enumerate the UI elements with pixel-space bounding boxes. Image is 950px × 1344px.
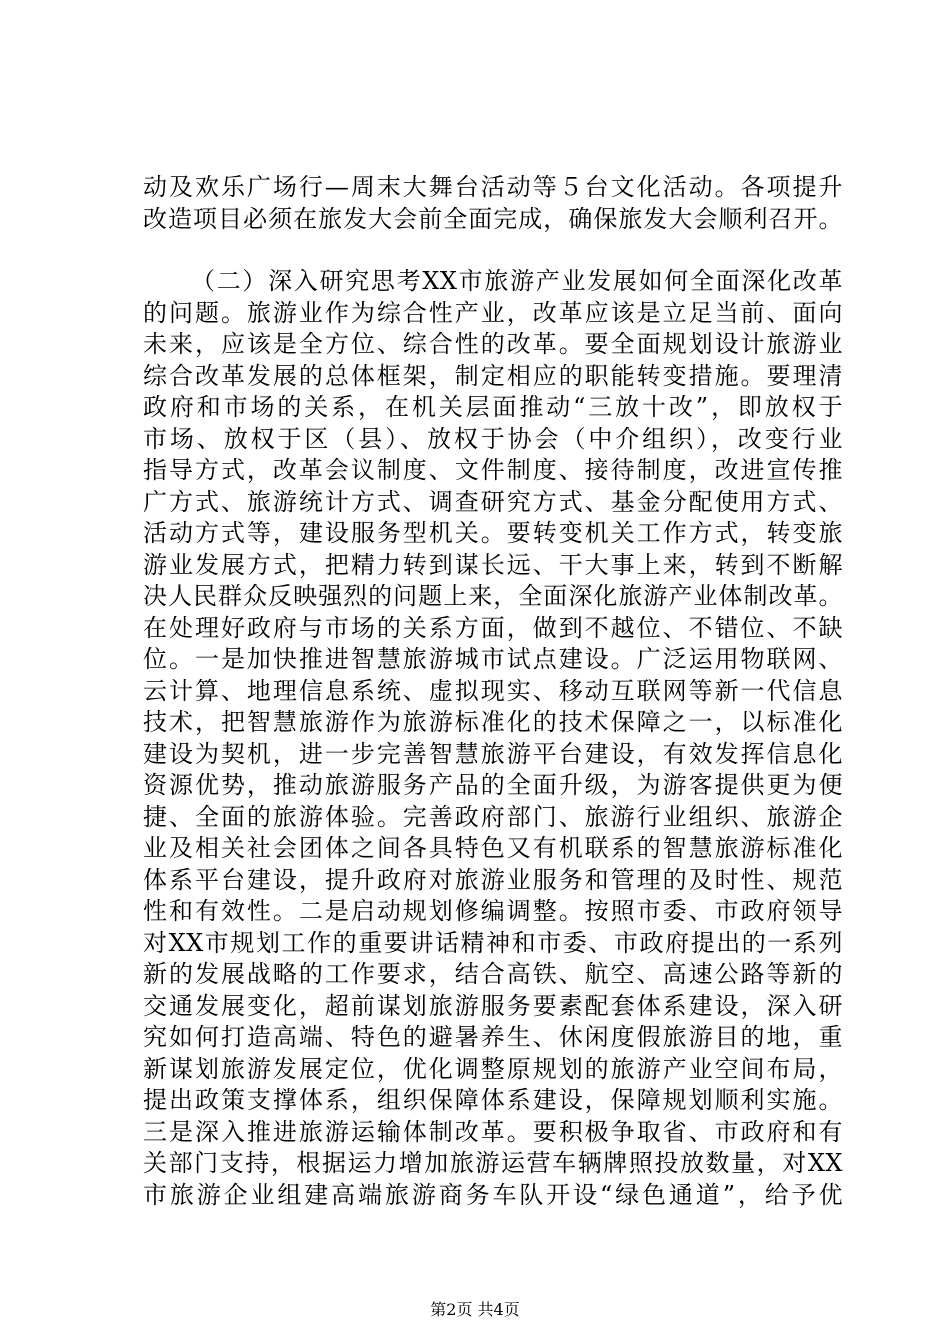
text-line: 技术，把智慧旅游作为旅游标准化的技术保障之一，以标准化	[143, 708, 843, 736]
text-line: 决人民群众反映强烈的问题上来，全面深化旅游产业体制改革。	[143, 582, 843, 610]
text-line: 市旅游企业组建高端旅游商务车队开设“绿色通道”，给予优	[143, 1180, 843, 1209]
text-line: 建设为契机，进一步完善智慧旅游平台建设，有效发挥信息化	[143, 739, 843, 768]
text-line: 业及相关社会团体之间各具特色又有机联系的智慧旅游标准化	[143, 834, 843, 862]
paragraph-gap	[143, 235, 843, 266]
text-line: 活动方式等，建设服务型机关。要转变机关工作方式，转变旅	[143, 519, 843, 547]
text-line: 游业发展方式，把精力转到谋长远、干大事上来，转到不断解	[143, 550, 843, 579]
text-line: 新的发展战略的工作要求，结合高铁、航空、高速公路等新的	[143, 960, 843, 988]
text-line: 的问题。旅游业作为综合性产业，改革应该是立足当前、面向	[143, 298, 843, 327]
text-line: 关部门支持，根据运力增加旅游运营车辆牌照投放数量，对XX	[143, 1149, 843, 1177]
text-line: 位。一是加快推进智慧旅游城市试点建设。广泛运用物联网、	[143, 645, 843, 673]
text-line: 提出政策支撑体系，组织保障体系建设，保障规划顺利实施。	[143, 1086, 843, 1114]
text-line: 政府和市场的关系，在机关层面推动“三放十改”，即放权于	[143, 393, 843, 421]
text-line: 三是深入推进旅游运输体制改革。要积极争取省、市政府和有	[143, 1117, 843, 1146]
text-line: 对XX市规划工作的重要讲话精神和市委、市政府提出的一系列	[143, 928, 843, 957]
text-line: 市场、放权于区（县）、放权于协会（中介组织），改变行业	[143, 424, 843, 453]
text-line: 改造项目必须在旅发大会前全面完成，确保旅发大会顺利召开。	[143, 204, 843, 233]
text-line: 综合改革发展的总体框架，制定相应的职能转变措施。要理清	[143, 361, 843, 390]
text-line: 云计算、地理信息系统、虚拟现实、移动互联网等新一代信息	[143, 676, 843, 705]
text-line: 资源优势，推动旅游服务产品的全面升级，为游客提供更为便	[143, 771, 843, 799]
page-footer: 第2页 共4页	[430, 1300, 520, 1319]
text-line: （二）深入研究思考XX市旅游产业发展如何全面深化改革	[191, 267, 843, 295]
text-line: 究如何打造高端、特色的避暑养生、休闲度假旅游目的地，重	[143, 1023, 843, 1051]
text-line: 交通发展变化，超前谋划旅游服务要素配套体系建设，深入研	[143, 991, 843, 1020]
document-body	[143, 172, 843, 1211]
text-line: 未来，应该是全方位、综合性的改革。要全面规划设计旅游业	[143, 330, 843, 358]
paragraph-2	[143, 266, 843, 1211]
text-line: 在处理好政府与市场的关系方面，做到不越位、不错位、不缺	[143, 613, 843, 642]
text-line: 新谋划旅游发展定位，优化调整原规划的旅游产业空间布局，	[143, 1054, 843, 1083]
paragraph-1	[143, 172, 843, 235]
text-line: 性和有效性。二是启动规划修编调整。按照市委、市政府领导	[143, 897, 843, 925]
text-line: 体系平台建设，提升政府对旅游业服务和管理的及时性、规范	[143, 865, 843, 894]
text-line: 捷、全面的旅游体验。完善政府部门、旅游行业组织、旅游企	[143, 802, 843, 831]
text-line: 动及欢乐广场行—周末大舞台活动等５台文化活动。各项提升	[143, 173, 843, 201]
text-line: 广方式、旅游统计方式、调查研究方式、基金分配使用方式、	[143, 487, 843, 516]
text-line: 指导方式，改革会议制度、文件制度、接待制度，改进宣传推	[143, 456, 843, 484]
